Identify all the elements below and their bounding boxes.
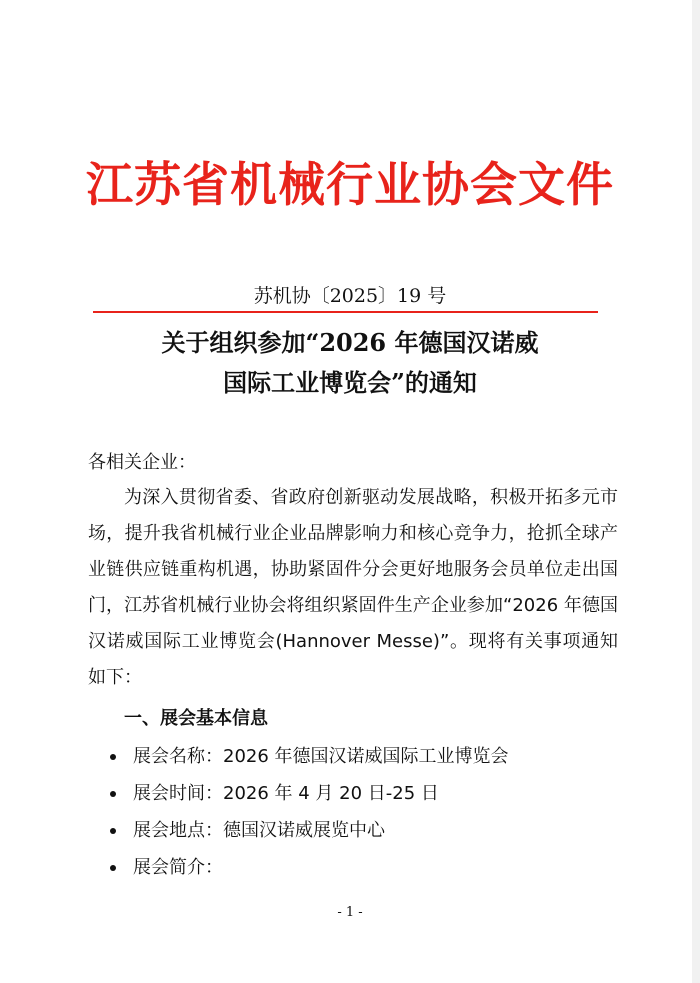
exhibition-info-list — [110, 738, 509, 886]
notice-title-line-1: 关于组织参加“2026 年德国汉诺威 — [161, 328, 539, 357]
document-header-title: 江苏省机械行业协会文件 — [86, 158, 614, 213]
notice-title-line-2: 国际工业博览会”的通知 — [223, 368, 477, 397]
bullet-icon — [110, 791, 116, 797]
list-item-text: 展会地点：德国汉诺威展览中心 — [133, 819, 385, 841]
list-item-text: 展会时间：2026 年 4 月 20 日-25 日 — [133, 782, 439, 804]
intro-paragraph: 为深入贯彻省委、省政府创新驱动发展战略，积极开拓多元市场，提升我省机械行业企业品牌影响力和核心竞争力，抢抓全球产业链供应链重构机遇，协助紧固件分会更好地服务会员单位走出国门，江苏省机械行业协会将组织紧固件生产企业参加“2026 年德国汉诺威国际工业博览会(Hannover Messe)”。现将有关事项通知如下： — [88, 487, 618, 688]
bullet-icon — [110, 754, 116, 760]
notice-title — [0, 323, 700, 403]
list-item-text: 展会名称：2026 年德国汉诺威国际工业博览会 — [133, 745, 509, 767]
page-number: - 1 - — [337, 905, 363, 920]
list-item — [110, 738, 509, 775]
list-item — [110, 849, 509, 886]
document-number: 苏机协〔2025〕19 号 — [253, 285, 447, 307]
list-item-text: 展会简介： — [133, 856, 223, 878]
section-heading-basic-info: 一、展会基本信息 — [124, 708, 268, 729]
list-item — [110, 775, 509, 812]
bullet-icon — [110, 828, 116, 834]
bullet-icon — [110, 865, 116, 871]
salutation: 各相关企业： — [88, 452, 196, 473]
header-divider-line — [93, 311, 598, 313]
list-item — [110, 812, 509, 849]
